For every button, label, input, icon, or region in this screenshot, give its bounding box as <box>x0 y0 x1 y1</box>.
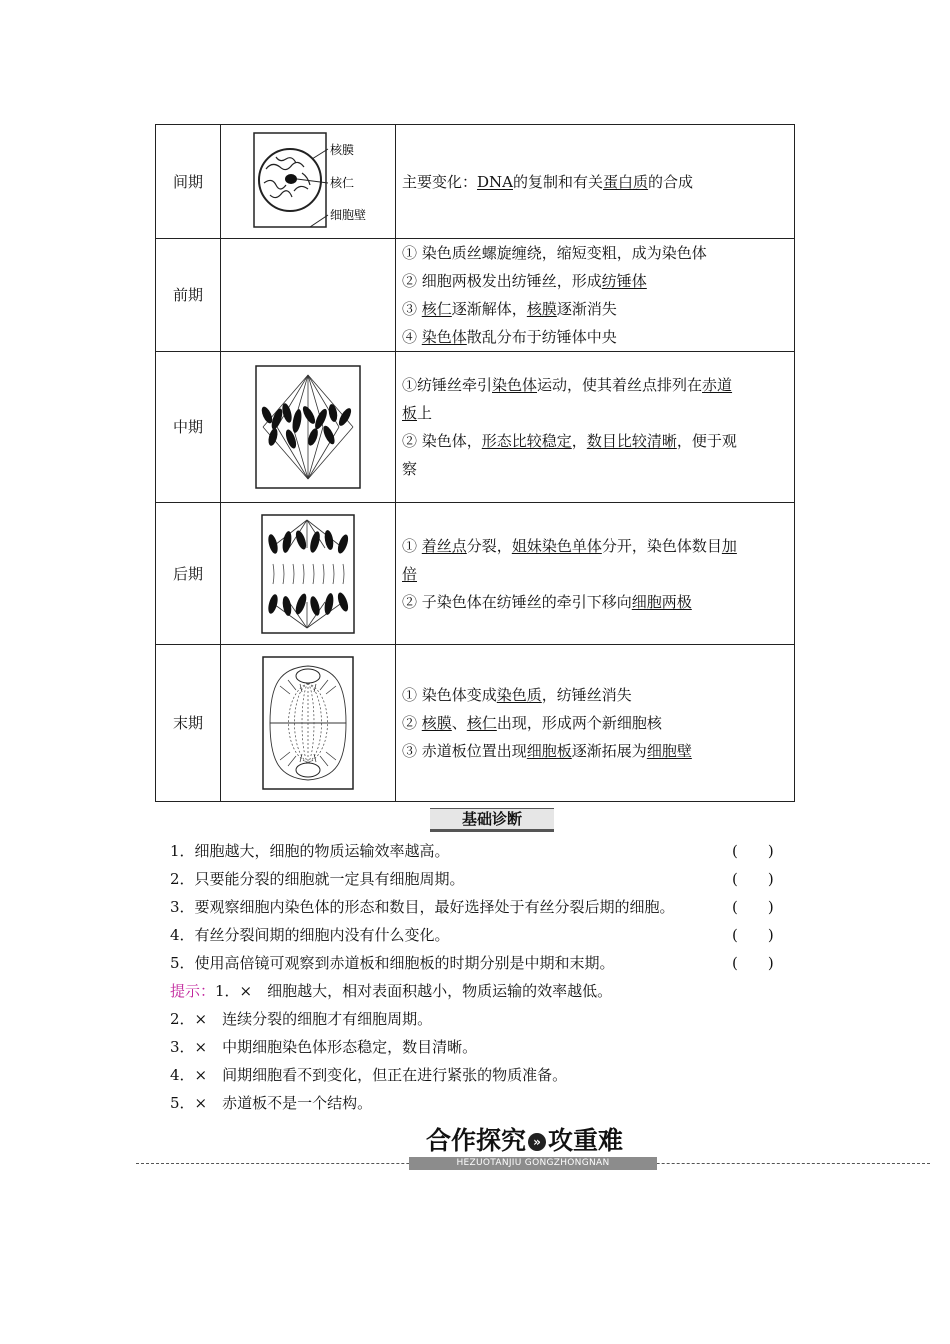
row-interphase <box>156 125 795 239</box>
key-term: 染色体 <box>492 376 538 394</box>
stage-description <box>396 125 795 239</box>
stage-description <box>396 503 795 645</box>
key-term: 细胞板 <box>526 742 572 760</box>
question-item: 2．只要能分裂的细胞就一定具有细胞周期。 <box>170 870 465 888</box>
row-prophase <box>156 239 795 352</box>
section-title-right: 攻重难 <box>548 1126 624 1155</box>
answer-blank: ( ) <box>732 842 774 860</box>
key-term: 核膜 <box>421 714 452 732</box>
key-term: 细胞两极 <box>631 592 692 611</box>
text-segment: ① 染色质丝螺旋缠绕，缩短变粗，成为染色体 <box>402 244 707 262</box>
stage-description <box>396 645 795 802</box>
stage-description <box>396 239 795 352</box>
section-header-cooperative-inquiry <box>136 1124 930 1174</box>
answer-blank: ( ) <box>732 870 774 888</box>
key-term: 加 <box>721 536 737 555</box>
mitosis-phase-table <box>155 124 795 802</box>
hint-answer: 2．× 连续分裂的细胞才有细胞周期。 <box>170 1010 433 1028</box>
section-title <box>426 1124 623 1158</box>
description-line <box>402 295 786 323</box>
key-term: 着丝点 <box>421 536 467 555</box>
question-item: 1．细胞越大，细胞的物质运输效率越高。 <box>170 842 450 860</box>
description-line <box>402 267 786 295</box>
label-cell-wall: 细胞壁 <box>330 207 367 222</box>
question-item: 5．使用高倍镜可观察到赤道板和细胞板的时期分别是中期和末期。 <box>170 954 615 972</box>
hint-label: 提示： <box>170 982 216 1000</box>
text-segment: ①纺锤丝牵引 <box>402 376 493 394</box>
anaphase-cell-diagram <box>259 512 357 636</box>
question-item: 4．有丝分裂间期的细胞内没有什么变化。 <box>170 926 450 944</box>
description-line <box>402 560 786 588</box>
key-term: 数目比较清晰 <box>586 432 677 450</box>
hint-answer: 5．× 赤道板不是一个结构。 <box>170 1094 373 1112</box>
key-term: 细胞壁 <box>646 742 692 760</box>
text-segment: 逐渐消失 <box>556 300 617 318</box>
description-line <box>402 323 786 351</box>
text-segment: ② 细胞两极发出纺锤丝，形成 <box>402 272 602 290</box>
stage-name: 间期 <box>156 125 221 239</box>
text-segment: ① 染色体变成 <box>402 686 497 704</box>
section-banner-basic-diagnosis: 基础诊断 <box>430 808 554 832</box>
key-term: 纺锤体 <box>601 272 647 290</box>
description-line <box>402 681 786 709</box>
text-segment: ② <box>402 714 422 732</box>
text-segment: 察 <box>402 460 418 478</box>
stage-description <box>396 352 795 503</box>
text-segment: 分开，染色体数目 <box>601 536 722 555</box>
text-segment: ② 染色体， <box>402 432 482 450</box>
section-title-left: 合作探究 <box>426 1126 527 1155</box>
text-segment: ， <box>571 432 587 450</box>
row-metaphase <box>156 352 795 503</box>
hint-answer: 3．× 中期细胞染色体形态稳定，数目清晰。 <box>170 1038 478 1056</box>
interphase-figure <box>221 125 396 239</box>
description-line <box>402 588 786 616</box>
key-term: 蛋白质 <box>603 172 649 191</box>
question-item: 3．要观察细胞内染色体的形态和数目，最好选择处于有丝分裂后期的细胞。 <box>170 898 675 916</box>
metaphase-cell-diagram <box>253 363 363 491</box>
key-term: 核仁 <box>466 714 497 732</box>
hint-line <box>170 981 612 1001</box>
stage-name: 末期 <box>156 645 221 802</box>
key-term: 染色体 <box>421 328 467 346</box>
metaphase-figure <box>221 352 396 503</box>
description-line <box>402 455 786 483</box>
text-segment: ④ <box>402 328 422 346</box>
section-subtitle: HEZUOTANJIU GONGZHONGNAN <box>409 1157 657 1170</box>
key-term: 核仁 <box>421 300 452 318</box>
telophase-cell-diagram <box>260 654 356 792</box>
text-segment: 的合成 <box>648 172 694 191</box>
interphase-cell-diagram <box>224 127 392 237</box>
text-segment: 上 <box>417 404 433 422</box>
answer-blank: ( ) <box>732 954 774 972</box>
text-segment: 运动，使其着丝点排列在 <box>537 376 703 394</box>
description-line <box>402 168 786 196</box>
description-line <box>402 371 786 399</box>
text-segment: ③ <box>402 300 422 318</box>
text-segment: ，便于观 <box>676 432 737 450</box>
description-line <box>402 709 786 737</box>
description-line <box>402 239 786 267</box>
label-nuclear-membrane: 核膜 <box>330 142 355 157</box>
text-segment: 分裂， <box>466 536 512 555</box>
text-segment: 的复制和有关 <box>513 172 604 191</box>
answer-blank: ( ) <box>732 926 774 944</box>
key-term: 形态比较稳定 <box>481 432 572 450</box>
key-term: 姐妹染色单体 <box>511 536 602 555</box>
hint-answer: 4．× 间期细胞看不到变化，但正在进行紧张的物质准备。 <box>170 1066 568 1084</box>
text-segment: 逐渐解体， <box>451 300 527 318</box>
key-term: 板 <box>402 404 418 422</box>
description-line <box>402 427 786 455</box>
description-line <box>402 399 786 427</box>
stage-name: 前期 <box>156 239 221 352</box>
key-term: 倍 <box>402 564 418 583</box>
description-line <box>402 737 786 765</box>
text-segment: ，纺锤丝消失 <box>541 686 632 704</box>
text-segment: ② 子染色体在纺锤丝的牵引下移向 <box>402 592 632 611</box>
text-segment: 逐渐拓展为 <box>571 742 647 760</box>
text-segment: 、 <box>451 714 467 732</box>
text-segment: ① <box>402 536 422 555</box>
row-telophase <box>156 645 795 802</box>
label-nucleolus: 核仁 <box>330 175 355 190</box>
double-chevron-right-icon: » <box>528 1133 546 1151</box>
description-line <box>402 532 786 560</box>
stage-name: 中期 <box>156 352 221 503</box>
key-term: 染色质 <box>496 686 542 704</box>
text-segment: ③ 赤道板位置出现 <box>402 742 527 760</box>
key-term: 核膜 <box>526 300 557 318</box>
telophase-figure <box>221 645 396 802</box>
text-segment: 散乱分布于纺锤体中央 <box>466 328 617 346</box>
anaphase-figure <box>221 503 396 645</box>
key-term: 赤道 <box>702 376 733 394</box>
answer-blank: ( ) <box>732 898 774 916</box>
stage-name: 后期 <box>156 503 221 645</box>
prophase-figure-empty <box>221 239 396 352</box>
text-segment: 出现，形成两个新细胞核 <box>496 714 662 732</box>
row-anaphase <box>156 503 795 645</box>
key-term: DNA <box>477 172 513 191</box>
hint-answer: 1．× 细胞越大，相对表面积越小，物质运输的效率越低。 <box>215 982 613 1000</box>
text-segment: 主要变化： <box>402 172 478 191</box>
